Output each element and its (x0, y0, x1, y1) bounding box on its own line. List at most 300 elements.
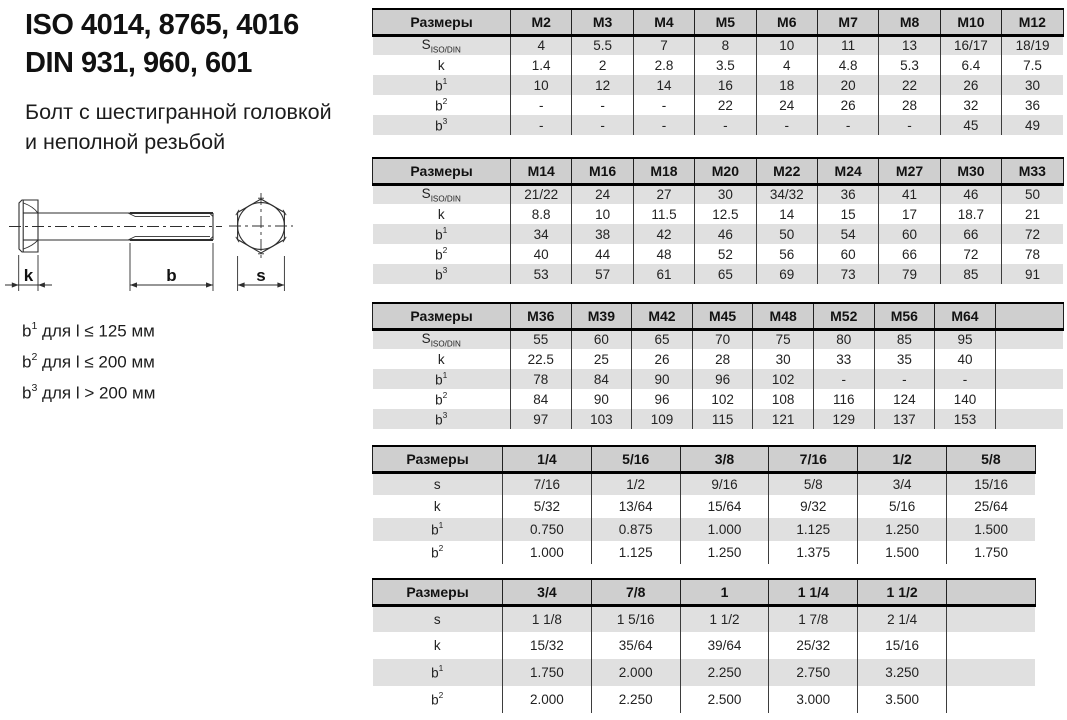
table-cell: 70 (692, 329, 753, 349)
table-cell: 15/16 (946, 472, 1035, 495)
dimension-table-5 (372, 578, 1036, 713)
table-cell: 22 (695, 95, 756, 115)
column-header (995, 303, 1063, 329)
column-header: 5/8 (946, 446, 1035, 472)
table-cell: 20 (817, 75, 878, 95)
table-cell: 14 (633, 75, 694, 95)
table-cell: 24 (756, 95, 817, 115)
row-label: $b^2$ (373, 686, 503, 713)
table-cell: 1.000 (680, 518, 769, 541)
table-cell: 1.500 (946, 518, 1035, 541)
row-label: $b^2$ (373, 541, 503, 564)
table-cell: 69 (756, 264, 817, 284)
table-cell: 5/16 (858, 495, 947, 518)
table-cell: 41 (879, 184, 940, 204)
table-cell: 1.125 (769, 518, 858, 541)
table-cell: 21/22 (511, 184, 572, 204)
table-row (373, 541, 1036, 564)
product-name-line1: Болт с шестигранной головкой (25, 100, 332, 124)
dimension-table-4 (372, 445, 1036, 564)
table-cell: 4.8 (817, 55, 878, 75)
table-cell: 1.250 (858, 518, 947, 541)
row-label: k (373, 55, 511, 75)
column-header: M5 (695, 9, 756, 35)
row-label: s (373, 472, 503, 495)
table-cell: 1/2 (591, 472, 680, 495)
table-cell: 75 (753, 329, 814, 349)
table-cell: - (511, 95, 572, 115)
table-cell: 28 (879, 95, 940, 115)
table-row (373, 95, 1064, 115)
table-cell: 5/8 (769, 472, 858, 495)
table-cell: 1.375 (769, 541, 858, 564)
column-header: M39 (571, 303, 632, 329)
table-cell: 34 (511, 224, 572, 244)
table-cell: 21 (1002, 204, 1063, 224)
table-cell: 129 (813, 409, 874, 429)
table-cell: 26 (940, 75, 1001, 95)
row-label: $b^1$ (373, 659, 503, 686)
table-cell: 15/32 (503, 632, 592, 659)
table-cell: 61 (633, 264, 694, 284)
table-cell: 2.250 (680, 659, 769, 686)
row-label: k (373, 495, 503, 518)
table-row (373, 389, 1064, 409)
hex-head-end-view (229, 193, 293, 259)
b-dimension (130, 243, 213, 291)
column-header: M10 (940, 9, 1001, 35)
bolt-technical-drawing (0, 0, 310, 310)
table-row (373, 686, 1036, 713)
table-cell: 66 (940, 224, 1001, 244)
table-cell: 15/64 (680, 495, 769, 518)
row-label: $b^3$ (373, 264, 511, 284)
table-cell: 60 (817, 244, 878, 264)
table-cell: 8 (695, 35, 756, 55)
row-label: $b^2$ (373, 95, 511, 115)
table-cell: 1 5/16 (591, 605, 680, 632)
table-cell: 2.250 (591, 686, 680, 713)
table-row (373, 518, 1036, 541)
table-cell: 11 (817, 35, 878, 55)
table-cell: 10 (572, 204, 633, 224)
table-cell: 9/16 (680, 472, 769, 495)
table-row (373, 632, 1036, 659)
row-label: $b^1$ (373, 518, 503, 541)
table-cell: 57 (572, 264, 633, 284)
column-header: M48 (753, 303, 814, 329)
column-header: 1 1/4 (769, 579, 858, 605)
table-cell: 18/19 (1002, 35, 1063, 55)
table-row (373, 495, 1036, 518)
column-header: M24 (817, 158, 878, 184)
column-header: M30 (940, 158, 1001, 184)
table-cell: 49 (1002, 115, 1063, 135)
table-cell: 3.250 (858, 659, 947, 686)
table-cell: 12.5 (695, 204, 756, 224)
table-cell: 25/32 (769, 632, 858, 659)
table-cell: 46 (940, 184, 1001, 204)
table-cell: 16/17 (940, 35, 1001, 55)
table-cell: - (695, 115, 756, 135)
column-header: M22 (756, 158, 817, 184)
table-row (373, 184, 1064, 204)
table-row (373, 115, 1064, 135)
table-cell: 84 (571, 369, 632, 389)
column-header: 1/2 (858, 446, 947, 472)
table-row (373, 224, 1064, 244)
table-row (373, 472, 1036, 495)
table-cell: 7/16 (503, 472, 592, 495)
table-cell: 25/64 (946, 495, 1035, 518)
table-header-row (373, 579, 1036, 605)
table-row (373, 264, 1064, 284)
table-cell: 46 (695, 224, 756, 244)
column-header: M42 (632, 303, 693, 329)
table-cell: 40 (935, 349, 996, 369)
note-line: $b^3$ для l > 200 мм (22, 382, 156, 403)
column-header: 7/16 (769, 446, 858, 472)
column-header: M7 (817, 9, 878, 35)
table-cell: 53 (511, 264, 572, 284)
row-label-header: Размеры (373, 158, 511, 184)
table-cell: 2.8 (633, 55, 694, 75)
table-cell: 42 (633, 224, 694, 244)
s-dimension (238, 256, 285, 291)
table-cell: 3.5 (695, 55, 756, 75)
table-cell: 2 1/4 (858, 605, 947, 632)
column-header (946, 579, 1035, 605)
table-cell: 33 (813, 349, 874, 369)
table-cell: 22 (879, 75, 940, 95)
table-cell: 2.000 (503, 686, 592, 713)
table-cell: 1 7/8 (769, 605, 858, 632)
table-cell: 54 (817, 224, 878, 244)
k-dimension (5, 255, 52, 291)
table-cell: 140 (935, 389, 996, 409)
table-cell: 66 (879, 244, 940, 264)
row-label: $b^1$ (373, 75, 511, 95)
b-dimension-label: b (166, 266, 177, 285)
table-cell: 7.5 (1002, 55, 1063, 75)
table-cell: 109 (632, 409, 693, 429)
table-cell: 1.000 (503, 541, 592, 564)
table-cell: 2.500 (680, 686, 769, 713)
table-cell: 90 (632, 369, 693, 389)
column-header: M8 (879, 9, 940, 35)
table-cell: 65 (632, 329, 693, 349)
table-row (373, 369, 1064, 389)
column-header: M6 (756, 9, 817, 35)
table-cell: 8.8 (511, 204, 572, 224)
column-header: M52 (813, 303, 874, 329)
table-cell: 91 (1002, 264, 1063, 284)
table-cell: 1 1/2 (680, 605, 769, 632)
column-header: M16 (572, 158, 633, 184)
table-cell: - (817, 115, 878, 135)
table-cell: 5/32 (503, 495, 592, 518)
table-cell: 108 (753, 389, 814, 409)
table-cell: - (935, 369, 996, 389)
table-row (373, 35, 1064, 55)
table-cell: 1.4 (511, 55, 572, 75)
column-header: 7/8 (591, 579, 680, 605)
table-header-row (373, 158, 1064, 184)
column-header: 1 (680, 579, 769, 605)
column-header: 1/4 (503, 446, 592, 472)
table-cell: 35 (874, 349, 935, 369)
product-name-line2: и неполной резьбой (25, 130, 226, 154)
column-header: M56 (874, 303, 935, 329)
column-header: M20 (695, 158, 756, 184)
row-label-header: Размеры (373, 446, 503, 472)
table-row (373, 75, 1064, 95)
table-cell: 30 (695, 184, 756, 204)
table-cell: 18 (756, 75, 817, 95)
table-cell: 30 (1002, 75, 1063, 95)
table-cell (946, 686, 1035, 713)
table-cell: 1 1/8 (503, 605, 592, 632)
row-label: $b^3$ (373, 409, 511, 429)
table-cell: 85 (874, 329, 935, 349)
table-cell: 1.750 (946, 541, 1035, 564)
table-cell: 10 (511, 75, 572, 95)
table-cell: 48 (633, 244, 694, 264)
table-cell: 7 (633, 35, 694, 55)
column-header: 3/8 (680, 446, 769, 472)
table-cell: - (874, 369, 935, 389)
table-cell: - (879, 115, 940, 135)
table-cell: 60 (879, 224, 940, 244)
table-cell: 40 (511, 244, 572, 264)
column-header: M14 (511, 158, 572, 184)
table-cell: - (572, 95, 633, 115)
table-row (373, 349, 1064, 369)
table-row (373, 659, 1036, 686)
table-cell (995, 329, 1063, 349)
table-cell: 78 (511, 369, 572, 389)
table-cell: 3/4 (858, 472, 947, 495)
table-cell: 16 (695, 75, 756, 95)
table-cell (946, 632, 1035, 659)
column-header: M64 (935, 303, 996, 329)
table-cell: 12 (572, 75, 633, 95)
table-cell: 10 (756, 35, 817, 55)
table-cell (995, 409, 1063, 429)
row-label: $b^2$ (373, 244, 511, 264)
table-cell (995, 369, 1063, 389)
column-header: M2 (511, 9, 572, 35)
table-cell: 18.7 (940, 204, 1001, 224)
table-cell: 5.3 (879, 55, 940, 75)
table-cell (946, 605, 1035, 632)
table-cell: 72 (940, 244, 1001, 264)
column-header: M18 (633, 158, 694, 184)
note-line: $b^2$ для l ≤ 200 мм (22, 351, 155, 372)
row-label: s (373, 605, 503, 632)
table-cell: 96 (632, 389, 693, 409)
table-cell: 15/16 (858, 632, 947, 659)
table-cell: 96 (692, 369, 753, 389)
table-cell: 30 (753, 349, 814, 369)
table-cell: 80 (813, 329, 874, 349)
table-cell: 2.750 (769, 659, 858, 686)
row-label: $S_{ISO/DIN}$ (373, 329, 511, 349)
row-label: k (373, 632, 503, 659)
column-header: M3 (572, 9, 633, 35)
table-cell: 36 (1002, 95, 1063, 115)
table-header-row (373, 446, 1036, 472)
table-header-row (373, 303, 1064, 329)
table-cell: 24 (572, 184, 633, 204)
table-cell: 121 (753, 409, 814, 429)
dimension-table-3 (372, 302, 1064, 429)
table-cell: 44 (572, 244, 633, 264)
table-cell: 35/64 (591, 632, 680, 659)
table-cell: 137 (874, 409, 935, 429)
table-cell: 97 (511, 409, 572, 429)
table-cell: 153 (935, 409, 996, 429)
table-cell: 84 (511, 389, 572, 409)
table-cell: 27 (633, 184, 694, 204)
table-row (373, 409, 1064, 429)
table-cell: 0.750 (503, 518, 592, 541)
table-cell (946, 659, 1035, 686)
table-cell: 9/32 (769, 495, 858, 518)
table-cell: 0.875 (591, 518, 680, 541)
table-cell: - (633, 95, 694, 115)
row-label: k (373, 204, 511, 224)
table-cell: 25 (571, 349, 632, 369)
table-cell: 102 (753, 369, 814, 389)
dimension-table-1 (372, 8, 1064, 135)
table-cell: 78 (1002, 244, 1063, 264)
row-label-header: Размеры (373, 579, 503, 605)
row-label-header: Размеры (373, 303, 511, 329)
table-cell: 15 (817, 204, 878, 224)
table-header-row (373, 9, 1064, 35)
table-cell: 38 (572, 224, 633, 244)
table-cell: 1.750 (503, 659, 592, 686)
table-cell: 17 (879, 204, 940, 224)
table-cell: 3.000 (769, 686, 858, 713)
row-label: k (373, 349, 511, 369)
table-cell: 2.000 (591, 659, 680, 686)
table-cell: 22.5 (511, 349, 572, 369)
table-cell: 52 (695, 244, 756, 264)
table-cell: - (756, 115, 817, 135)
table-cell: 45 (940, 115, 1001, 135)
table-cell (995, 389, 1063, 409)
table-cell: 32 (940, 95, 1001, 115)
row-label: $b^1$ (373, 224, 511, 244)
table-cell: 34/32 (756, 184, 817, 204)
table-cell: 4 (511, 35, 572, 55)
column-header: M27 (879, 158, 940, 184)
table-cell: 4 (756, 55, 817, 75)
table-cell: 13/64 (591, 495, 680, 518)
table-cell: 103 (571, 409, 632, 429)
table-cell: 79 (879, 264, 940, 284)
table-cell: 95 (935, 329, 996, 349)
row-label: $b^1$ (373, 369, 511, 389)
column-header: 5/16 (591, 446, 680, 472)
table-cell: 60 (571, 329, 632, 349)
row-label: $S_{ISO/DIN}$ (373, 35, 511, 55)
k-dimension-label: k (23, 266, 34, 285)
note-line: $b^1$ для l ≤ 125 мм (22, 320, 155, 341)
table-row (373, 55, 1064, 75)
table-cell: 50 (756, 224, 817, 244)
table-cell: 36 (817, 184, 878, 204)
table-cell: 14 (756, 204, 817, 224)
column-header: M4 (633, 9, 694, 35)
table-cell: 56 (756, 244, 817, 264)
table-cell: 90 (571, 389, 632, 409)
table-cell: 6.4 (940, 55, 1001, 75)
row-label: $b^3$ (373, 115, 511, 135)
column-header: 1 1/2 (858, 579, 947, 605)
table-cell: 11.5 (633, 204, 694, 224)
s-dimension-label: s (256, 266, 266, 285)
table-cell: 39/64 (680, 632, 769, 659)
column-header: M12 (1002, 9, 1063, 35)
table-cell: - (572, 115, 633, 135)
table-cell: 5.5 (572, 35, 633, 55)
iso-standards-line: ISO 4014, 8765, 4016 (25, 9, 299, 41)
din-standards-line: DIN 931, 960, 601 (25, 47, 252, 79)
table-cell: 1.250 (680, 541, 769, 564)
column-header: M45 (692, 303, 753, 329)
table-cell (995, 349, 1063, 369)
table-cell: 124 (874, 389, 935, 409)
table-cell: 102 (692, 389, 753, 409)
table-cell: 85 (940, 264, 1001, 284)
table-row (373, 244, 1064, 264)
row-label: $S_{ISO/DIN}$ (373, 184, 511, 204)
table-cell: 28 (692, 349, 753, 369)
dimension-table-2 (372, 157, 1064, 284)
column-header: M33 (1002, 158, 1063, 184)
table-cell: 50 (1002, 184, 1063, 204)
table-cell: 2 (572, 55, 633, 75)
table-cell: 1.125 (591, 541, 680, 564)
table-row (373, 605, 1036, 632)
column-header: 3/4 (503, 579, 592, 605)
table-cell: - (813, 369, 874, 389)
row-label: $b^2$ (373, 389, 511, 409)
thread-length-notes (22, 314, 155, 407)
table-cell: 26 (817, 95, 878, 115)
table-row (373, 204, 1064, 224)
table-cell: 72 (1002, 224, 1063, 244)
row-label-header: Размеры (373, 9, 511, 35)
bolt-side-view (9, 200, 222, 252)
table-cell: - (511, 115, 572, 135)
table-cell: 65 (695, 264, 756, 284)
table-cell: 13 (879, 35, 940, 55)
table-cell: 73 (817, 264, 878, 284)
table-cell: 3.500 (858, 686, 947, 713)
table-cell: 26 (632, 349, 693, 369)
table-cell: - (633, 115, 694, 135)
table-cell: 115 (692, 409, 753, 429)
table-cell: 1.500 (858, 541, 947, 564)
table-cell: 55 (511, 329, 572, 349)
table-row (373, 329, 1064, 349)
column-header: M36 (511, 303, 572, 329)
table-cell: 116 (813, 389, 874, 409)
